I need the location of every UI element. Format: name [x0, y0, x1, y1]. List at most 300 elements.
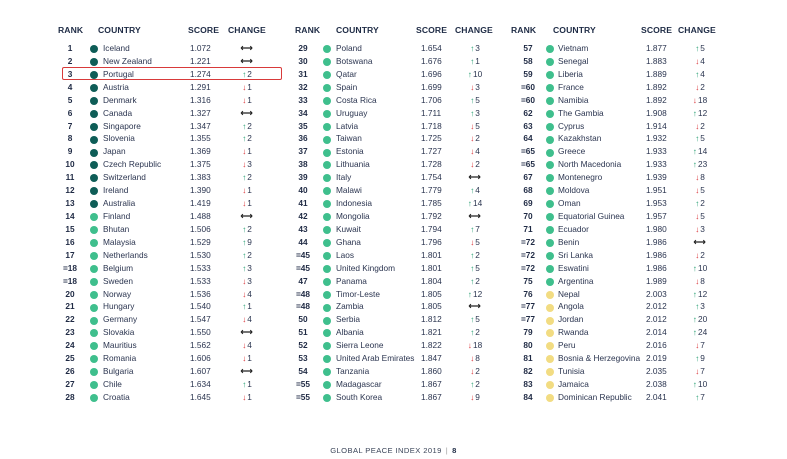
change-value: 5	[475, 262, 480, 273]
peace-level-dot-icon	[323, 45, 331, 53]
peace-level-dot-icon	[323, 329, 331, 337]
peace-level-dot-icon	[323, 355, 331, 363]
rank-cell: 20	[65, 288, 75, 299]
table-row	[50, 184, 276, 197]
change-cell	[232, 223, 262, 236]
arrow-down-icon: ↓	[470, 159, 475, 170]
table-row	[283, 262, 505, 275]
peace-level-dot-icon	[90, 226, 98, 234]
rank-cell: =77	[520, 301, 536, 312]
arrow-down-icon: ↓	[242, 81, 247, 92]
peace-level-dot-icon	[323, 394, 331, 402]
peace-level-dot-icon	[546, 71, 554, 79]
change-value: 2	[700, 249, 705, 260]
footer-title: GLOBAL PEACE INDEX 2019	[330, 446, 442, 455]
table-row	[50, 365, 276, 378]
peace-level-dot-icon	[323, 58, 331, 66]
table-row	[508, 391, 733, 404]
rank-cell: =55	[295, 391, 311, 402]
change-value: 4	[247, 314, 252, 325]
score-cell: 1.932	[646, 133, 667, 144]
arrow-up-icon: ↑	[692, 146, 697, 157]
arrow-down-icon: ↓	[470, 353, 475, 364]
country-cell: Mauritius	[103, 340, 137, 351]
country-cell: Benin	[558, 236, 580, 247]
rank-cell: 68	[523, 185, 533, 196]
rank-cell: 38	[298, 159, 308, 170]
arrow-down-icon: ↓	[470, 146, 475, 157]
arrow-up-icon: ↑	[470, 378, 475, 389]
rank-cell: 8	[67, 133, 73, 144]
country-cell: Portugal	[103, 68, 134, 79]
rank-cell: 44	[298, 236, 308, 247]
rank-cell: 59	[523, 68, 533, 79]
rank-cell: 71	[523, 223, 533, 234]
arrow-up-icon: ↑	[695, 301, 700, 312]
rank-cell: 50	[298, 314, 308, 325]
rank-cell: 34	[298, 107, 308, 118]
country-cell: Latvia	[336, 120, 359, 131]
rank-cell: 39	[298, 172, 308, 183]
rank-cell: 2	[67, 55, 73, 66]
rank-cell: 30	[298, 55, 308, 66]
peace-level-dot-icon	[546, 226, 554, 234]
score-cell: 1.785	[421, 198, 442, 209]
rank-cell: =48	[295, 301, 311, 312]
change-cell	[460, 42, 490, 55]
score-cell: 1.696	[421, 68, 442, 79]
score-cell: 1.889	[646, 68, 667, 79]
score-cell: 1.821	[421, 327, 442, 338]
country-cell: Malaysia	[103, 236, 136, 247]
peace-level-dot-icon	[546, 45, 554, 53]
rank-cell: 47	[298, 275, 308, 286]
peace-level-dot-icon	[546, 213, 554, 221]
arrow-up-icon: ↑	[695, 198, 700, 209]
arrow-up-icon: ↑	[695, 68, 700, 79]
peace-level-dot-icon	[90, 136, 98, 144]
table-row	[508, 68, 733, 81]
arrow-up-icon: ↑	[692, 288, 697, 299]
table-row	[508, 339, 733, 352]
country-cell: North Macedonia	[558, 159, 622, 170]
change-cell	[685, 236, 715, 249]
rank-cell: 52	[298, 340, 308, 351]
change-cell	[460, 300, 490, 313]
arrow-up-icon: ↑	[242, 262, 247, 273]
rank-cell: =18	[62, 275, 78, 286]
table-row	[50, 275, 276, 288]
arrow-up-icon: ↑	[242, 249, 247, 260]
change-cell	[685, 184, 715, 197]
table-row	[283, 145, 505, 158]
country-cell: Costa Rica	[336, 94, 377, 105]
change-value: 2	[475, 327, 480, 338]
change-cell	[460, 339, 490, 352]
change-value: 4	[700, 68, 705, 79]
change-cell	[460, 197, 490, 210]
change-value: 3	[247, 262, 252, 273]
peace-level-dot-icon	[546, 239, 554, 247]
change-cell	[685, 326, 715, 339]
peace-level-dot-icon	[323, 239, 331, 247]
table-row	[508, 210, 733, 223]
country-cell: Ecuador	[558, 223, 589, 234]
score-cell: 1.805	[421, 301, 442, 312]
table-row	[283, 132, 505, 145]
change-value: 3	[247, 275, 252, 286]
change-value: 5	[475, 314, 480, 325]
score-cell: 1.506	[190, 223, 211, 234]
table-row	[283, 223, 505, 236]
peace-level-dot-icon	[90, 381, 98, 389]
arrow-up-icon: ↑	[470, 314, 475, 325]
country-cell: Eswatini	[558, 262, 589, 273]
score-cell: 2.014	[646, 327, 667, 338]
arrow-up-icon: ↑	[470, 262, 475, 273]
score-cell: 1.728	[421, 159, 442, 170]
score-cell: 1.792	[421, 210, 442, 221]
peace-level-dot-icon	[323, 187, 331, 195]
score-cell: 1.805	[421, 288, 442, 299]
rank-cell: 12	[65, 185, 75, 196]
country-cell: New Zealand	[103, 55, 152, 66]
change-value: 24	[697, 327, 708, 338]
score-cell: 1.072	[190, 43, 211, 53]
arrow-down-icon: ↓	[242, 314, 247, 325]
table-row	[283, 326, 505, 339]
arrow-up-icon: ↑	[242, 120, 247, 131]
country-cell: Sweden	[103, 275, 133, 286]
arrow-up-icon: ↑	[470, 275, 475, 286]
arrow-down-icon: ↓	[467, 340, 472, 351]
country-cell: Taiwan	[336, 133, 362, 144]
country-cell: Sierra Leone	[336, 340, 384, 351]
table-row	[50, 120, 276, 133]
arrow-up-icon: ↑	[242, 301, 247, 312]
table-row	[50, 210, 276, 223]
footer-separator: |	[445, 446, 449, 455]
score-cell: 1.986	[646, 249, 667, 260]
table-row	[508, 313, 733, 326]
rank-cell: 57	[523, 43, 533, 53]
table-row	[283, 42, 505, 55]
country-cell: Nepal	[558, 288, 580, 299]
table-row	[508, 158, 733, 171]
arrow-down-icon: ↓	[242, 288, 247, 299]
table-row	[283, 365, 505, 378]
score-cell: 1.957	[646, 210, 667, 221]
change-cell	[232, 55, 262, 68]
score-cell: 1.801	[421, 249, 442, 260]
change-value: 5	[475, 94, 480, 105]
change-cell	[232, 365, 262, 378]
rank-cell: 6	[67, 107, 73, 118]
score-cell: 1.953	[646, 198, 667, 209]
peace-level-dot-icon	[90, 97, 98, 105]
change-value: 3	[247, 159, 252, 170]
score-cell: 1.847	[421, 353, 442, 364]
change-value: 1	[247, 146, 252, 157]
rank-cell: 23	[65, 327, 75, 338]
score-cell: 1.794	[421, 223, 442, 234]
peace-level-dot-icon	[90, 278, 98, 286]
rank-cell: 84	[523, 391, 533, 402]
peace-level-dot-icon	[90, 252, 98, 260]
country-cell: Netherlands	[103, 249, 148, 260]
country-cell: Finland	[103, 210, 131, 221]
score-cell: 2.016	[646, 340, 667, 351]
peace-level-dot-icon	[546, 84, 554, 92]
peace-level-dot-icon	[90, 239, 98, 247]
change-cell	[232, 94, 262, 107]
arrow-down-icon: ↓	[470, 133, 475, 144]
arrow-up-icon: ↑	[467, 198, 472, 209]
peace-level-dot-icon	[90, 84, 98, 92]
country-cell: Indonesia	[336, 198, 372, 209]
change-value: 2	[247, 223, 252, 234]
score-cell: 1.718	[421, 120, 442, 131]
arrow-up-icon: ↑	[467, 288, 472, 299]
arrow-down-icon: ↓	[470, 120, 475, 131]
change-value: 1	[247, 185, 252, 196]
table-row	[508, 300, 733, 313]
score-cell: 1.274	[190, 68, 211, 79]
change-value: 10	[697, 262, 708, 273]
change-value: 14	[697, 146, 708, 157]
country-cell: Equatorial Guinea	[558, 210, 625, 221]
table-row	[283, 184, 505, 197]
change-value: 23	[697, 159, 708, 170]
country-cell: Germany	[103, 314, 138, 325]
rank-cell: =72	[520, 236, 536, 247]
arrow-up-icon: ↑	[692, 159, 697, 170]
no-change-icon: ⟷	[240, 107, 253, 118]
arrow-down-icon: ↓	[695, 223, 700, 234]
change-value: 10	[697, 378, 708, 389]
arrow-up-icon: ↑	[695, 43, 700, 53]
peace-level-dot-icon	[323, 226, 331, 234]
arrow-down-icon: ↓	[695, 185, 700, 196]
score-cell: 1.986	[646, 262, 667, 273]
change-cell	[460, 365, 490, 378]
table-row	[283, 55, 505, 68]
change-value: 3	[475, 81, 480, 92]
change-cell	[460, 391, 490, 404]
score-cell: 1.530	[190, 249, 211, 260]
change-value: 1	[247, 353, 252, 364]
country-cell: Bhutan	[103, 223, 130, 234]
change-cell	[685, 197, 715, 210]
score-cell: 1.822	[421, 340, 442, 351]
country-cell: Liberia	[558, 68, 583, 79]
change-value: 2	[247, 133, 252, 144]
rank-cell: 36	[298, 133, 308, 144]
no-change-icon: ⟷	[468, 172, 481, 183]
peace-level-dot-icon	[546, 200, 554, 208]
peace-level-dot-icon	[546, 291, 554, 299]
rank-cell: 76	[523, 288, 533, 299]
change-cell	[232, 120, 262, 133]
rank-cell: 22	[65, 314, 75, 325]
change-cell	[685, 81, 715, 94]
table-row	[283, 120, 505, 133]
rank-cell: 53	[298, 353, 308, 364]
peace-level-dot-icon	[546, 149, 554, 157]
peace-level-dot-icon	[323, 304, 331, 312]
country-cell: Angola	[558, 301, 584, 312]
table-row	[283, 236, 505, 249]
arrow-down-icon: ↓	[695, 366, 700, 377]
table-row	[50, 249, 276, 262]
change-cell	[685, 55, 715, 68]
peace-level-dot-icon	[90, 45, 98, 53]
score-cell: 1.390	[190, 185, 211, 196]
country-cell: Iceland	[103, 43, 130, 53]
table-row	[508, 326, 733, 339]
peace-level-dot-icon	[546, 123, 554, 131]
table-row	[508, 223, 733, 236]
country-cell: Panama	[336, 275, 367, 286]
table-header	[50, 22, 276, 35]
score-cell: 1.347	[190, 120, 211, 131]
score-cell: 1.327	[190, 107, 211, 118]
table-row	[50, 378, 276, 391]
change-value: 7	[700, 340, 705, 351]
score-cell: 1.316	[190, 94, 211, 105]
change-cell	[232, 171, 262, 184]
arrow-up-icon: ↑	[470, 249, 475, 260]
score-cell: 1.221	[190, 55, 211, 66]
country-cell: Dominican Republic	[558, 391, 632, 402]
rank-cell: 42	[298, 210, 308, 221]
no-change-icon: ⟷	[468, 210, 481, 221]
table-row	[283, 391, 505, 404]
change-cell	[460, 378, 490, 391]
arrow-down-icon: ↓	[695, 81, 700, 92]
score-cell: 1.699	[421, 81, 442, 92]
change-cell	[460, 55, 490, 68]
peace-level-dot-icon	[90, 161, 98, 169]
table-row	[508, 288, 733, 301]
header-rank: RANK	[295, 25, 321, 35]
table-row	[50, 352, 276, 365]
rank-cell: =72	[520, 249, 536, 260]
change-cell	[685, 171, 715, 184]
score-cell: 1.547	[190, 314, 211, 325]
rank-cell: 33	[298, 94, 308, 105]
table-row	[50, 132, 276, 145]
arrow-down-icon: ↓	[695, 210, 700, 221]
table-row	[508, 236, 733, 249]
change-cell	[685, 339, 715, 352]
score-cell: 1.986	[646, 236, 667, 247]
country-cell: United Arab Emirates	[336, 353, 415, 364]
peace-level-dot-icon	[323, 110, 331, 118]
change-cell	[460, 171, 490, 184]
change-cell	[232, 197, 262, 210]
arrow-up-icon: ↑	[467, 68, 472, 79]
score-cell: 1.892	[646, 81, 667, 92]
country-cell: Spain	[336, 81, 358, 92]
score-cell: 1.291	[190, 81, 211, 92]
change-value: 3	[700, 301, 705, 312]
peace-level-dot-icon	[546, 381, 554, 389]
change-value: 5	[700, 185, 705, 196]
country-cell: Jamaica	[558, 378, 589, 389]
change-cell	[460, 132, 490, 145]
country-cell: Croatia	[103, 391, 130, 402]
score-cell: 1.933	[646, 146, 667, 157]
change-cell	[460, 94, 490, 107]
score-cell: 1.419	[190, 198, 211, 209]
change-cell	[460, 158, 490, 171]
score-cell: 1.908	[646, 107, 667, 118]
change-cell	[460, 81, 490, 94]
table-row	[283, 107, 505, 120]
table-row	[283, 339, 505, 352]
rank-cell: 62	[523, 107, 533, 118]
rank-cell: 7	[67, 120, 73, 131]
table-row	[50, 391, 276, 404]
rank-cell: 79	[523, 327, 533, 338]
score-cell: 2.019	[646, 353, 667, 364]
table-row	[508, 262, 733, 275]
header-score: SCORE	[416, 25, 448, 35]
header-change: CHANGE	[228, 25, 266, 35]
arrow-up-icon: ↑	[470, 55, 475, 66]
score-cell: 2.012	[646, 314, 667, 325]
rank-cell: 9	[67, 146, 73, 157]
change-value: 1	[247, 391, 252, 402]
peace-level-dot-icon	[546, 355, 554, 363]
table-row	[508, 378, 733, 391]
peace-level-dot-icon	[546, 317, 554, 325]
country-cell: Senegal	[558, 55, 589, 66]
change-value: 3	[475, 43, 480, 53]
score-cell: 1.355	[190, 133, 211, 144]
change-cell	[232, 145, 262, 158]
no-change-icon: ⟷	[240, 366, 253, 377]
score-cell: 1.892	[646, 94, 667, 105]
header-country: COUNTRY	[98, 25, 141, 35]
ranking-rows	[283, 42, 505, 404]
peace-level-dot-icon	[323, 161, 331, 169]
change-cell	[685, 262, 715, 275]
peace-level-dot-icon	[90, 110, 98, 118]
score-cell: 1.933	[646, 159, 667, 170]
table-row	[508, 184, 733, 197]
rank-cell: 83	[523, 378, 533, 389]
table-row	[50, 197, 276, 210]
score-cell: 2.038	[646, 378, 667, 389]
arrow-up-icon: ↑	[470, 223, 475, 234]
rank-cell: 69	[523, 198, 533, 209]
rank-cell: 10	[65, 159, 75, 170]
rank-cell: 35	[298, 120, 308, 131]
change-value: 1	[247, 81, 252, 92]
arrow-up-icon: ↑	[470, 185, 475, 196]
change-cell	[232, 352, 262, 365]
table-row	[508, 132, 733, 145]
change-value: 2	[475, 378, 480, 389]
country-cell: Slovakia	[103, 327, 135, 338]
change-value: 5	[475, 120, 480, 131]
arrow-up-icon: ↑	[695, 391, 700, 402]
change-value: 2	[247, 120, 252, 131]
peace-level-dot-icon	[323, 342, 331, 350]
score-cell: 1.804	[421, 275, 442, 286]
